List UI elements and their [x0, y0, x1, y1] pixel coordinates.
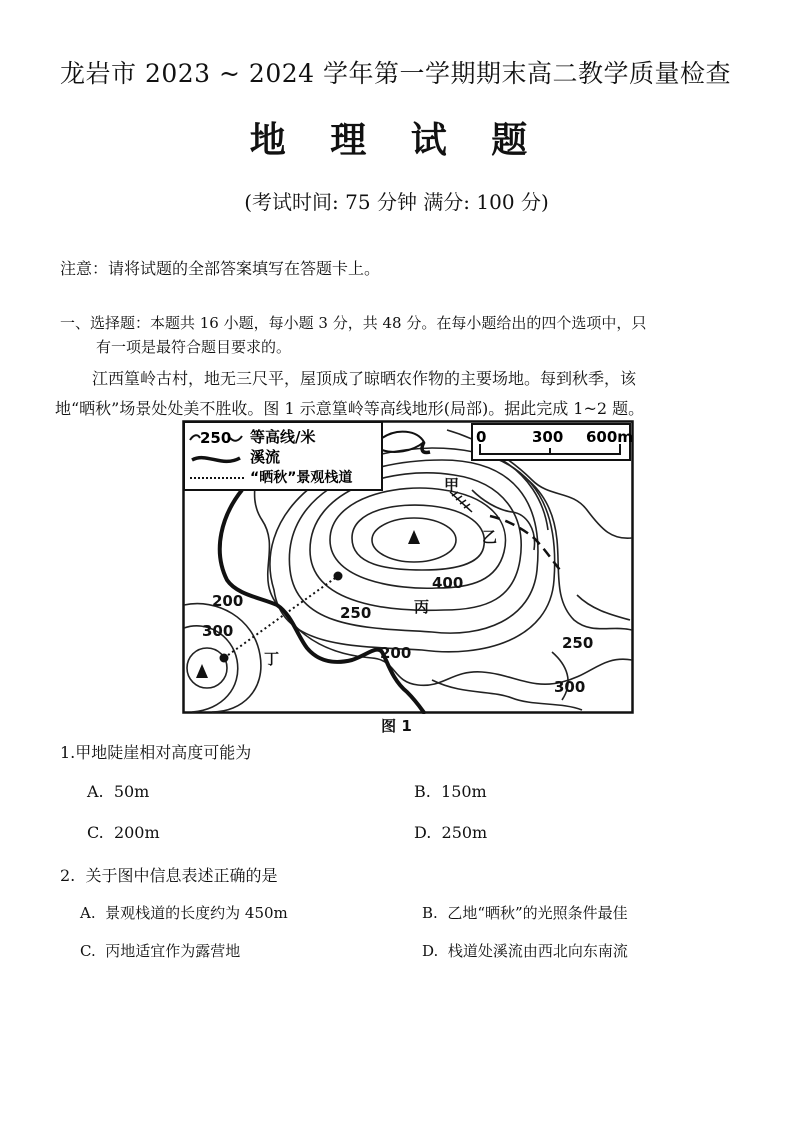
scale-tick-600m: 600m	[586, 428, 633, 446]
place-label-jia: 甲	[444, 476, 460, 494]
contour-label-250: 250	[340, 604, 372, 622]
q1-option-c[interactable]: C. 200m	[87, 823, 160, 842]
section-heading-line-2: 有一项是最符合题目要求的。	[96, 338, 292, 356]
section-heading-line-1: 一、选择题：本题共 16 小题，每小题 3 分，共 48 分。在每小题给出的四个选项中，只	[60, 314, 647, 332]
legend-contour-label: 等高线/米	[250, 428, 316, 446]
legend-stream-label: 溪流	[250, 448, 281, 466]
q2-option-d[interactable]: D. 栈道处溪流由西北向东南流	[422, 942, 628, 960]
passage-line-1: 江西篁岭古村，地无三尺平，屋顶成了晾晒农作物的主要场地。每到秋季，该	[92, 369, 637, 388]
trail-endpoint	[220, 654, 229, 663]
place-label-bing: 丙	[414, 598, 430, 616]
contour-label-250b: 250	[562, 634, 594, 652]
contour-label-400: 400	[432, 574, 464, 592]
contour-label-200: 200	[212, 592, 244, 610]
question-number: 2.	[60, 866, 76, 885]
question-number: 1.	[60, 743, 76, 762]
q1-option-a[interactable]: A. 50m	[87, 782, 150, 801]
scale-tick-300: 300	[532, 428, 564, 446]
contour-label-300: 300	[202, 622, 234, 640]
legend-trail-label: “晒秋”景观栈道	[250, 470, 353, 486]
question-stem: 甲地陡崖相对高度可能为	[75, 743, 252, 762]
q2-option-c[interactable]: C. 丙地适宜作为露营地	[80, 942, 241, 960]
figure-caption: 图 1	[381, 717, 412, 735]
question-1	[60, 740, 251, 763]
place-label-ding: 丁	[264, 650, 280, 668]
contour-label-200b: 200	[380, 644, 412, 662]
q2-option-b[interactable]: B. 乙地“晒秋”的光照条件最佳	[422, 904, 628, 922]
q2-option-a[interactable]: A. 景观栈道的长度约为 450m	[80, 904, 288, 922]
exam-time-score: (考试时间: 75 分钟 满分: 100 分)	[244, 190, 549, 214]
subject-title: 地 理 试 题	[249, 119, 544, 161]
contour-label-300b: 300	[554, 678, 586, 696]
scale-tick-0: 0	[476, 428, 487, 446]
notice-text: 注意：请将试题的全部答案填写在答题卡上。	[60, 259, 381, 278]
q1-option-b[interactable]: B. 150m	[414, 782, 487, 801]
place-label-yi: 乙	[482, 528, 498, 546]
exam-title: 龙岩市 2023 ~ 2024 学年第一学期期末高二教学质量检查	[60, 59, 731, 88]
question-2	[60, 863, 277, 886]
passage-line-2: 地“晒秋”场景处处美不胜收。图 1 示意篁岭等高线地形(局部)。据此完成 1~2 题。	[55, 399, 645, 418]
question-stem: 关于图中信息表述正确的是	[85, 866, 278, 885]
trail-endpoint	[334, 572, 343, 581]
q1-option-d[interactable]: D. 250m	[414, 823, 488, 842]
contour-map-figure	[182, 420, 634, 714]
legend-contour-value: 250	[200, 429, 232, 447]
